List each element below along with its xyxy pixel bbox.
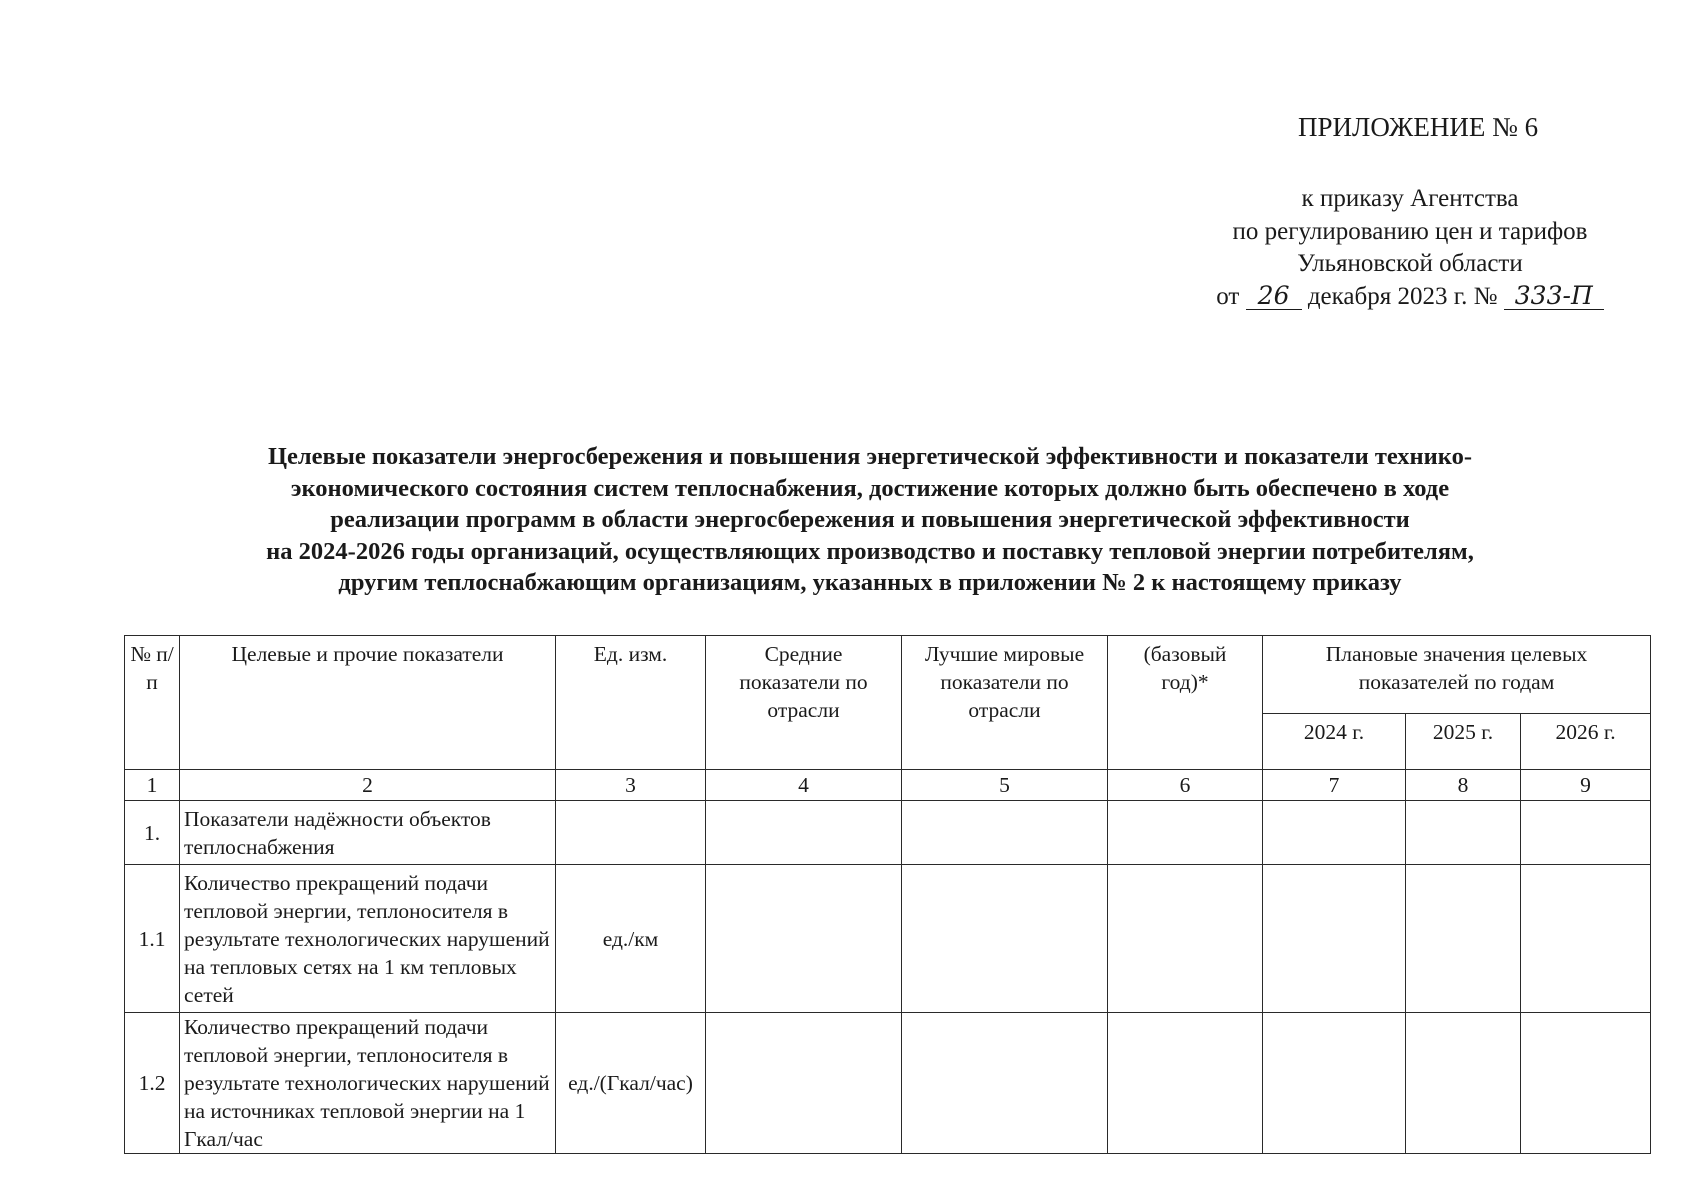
order-reference <box>1180 183 1640 313</box>
column-number: 9 <box>1521 770 1651 801</box>
row-cell <box>1406 1013 1521 1154</box>
row-unit: ед./км <box>556 865 706 1013</box>
row-cell <box>1521 1013 1651 1154</box>
row-cell <box>1521 801 1651 865</box>
order-line-3: Ульяновской области <box>1297 250 1523 277</box>
column-number: 1 <box>125 770 180 801</box>
row-cell <box>902 801 1108 865</box>
column-number: 8 <box>1406 770 1521 801</box>
row-cell <box>1521 865 1651 1013</box>
date-text: декабря 2023 г. № <box>1307 282 1498 310</box>
row-indicator: Показатели надёжности объектов теплоснабжения <box>180 801 556 865</box>
appendix-title: ПРИЛОЖЕНИЕ № 6 <box>1298 112 1539 142</box>
title-line-2: экономического состояния систем теплоснабжения, достижение которых должно быть обеспечено в ходе <box>290 474 1450 502</box>
column-number: 4 <box>706 770 902 801</box>
row-number: 1. <box>125 801 180 865</box>
header-row-1 <box>125 636 1651 714</box>
header-base-year: (базовый год)* <box>1108 636 1263 770</box>
header-year-2026: 2026 г. <box>1521 714 1651 770</box>
column-number: 3 <box>556 770 706 801</box>
order-line-1: к приказу Агентства <box>1301 185 1519 212</box>
column-number: 5 <box>902 770 1108 801</box>
row-cell <box>1406 865 1521 1013</box>
row-cell <box>706 865 902 1013</box>
row-unit: ед./(Гкал/час) <box>556 1013 706 1154</box>
row-cell <box>1263 1013 1406 1154</box>
header-num: № п/п <box>125 636 180 770</box>
row-indicator: Количество прекращений подачи тепловой энергии, теплоносителя в результате технологических нарушений на источниках тепловой энергии на 1 Гкал/час <box>180 1013 556 1154</box>
date-prefix: от <box>1216 282 1240 310</box>
row-cell <box>902 865 1108 1013</box>
header-industry-average: Средние показатели по отрасли <box>706 636 902 770</box>
title-line-4: на 2024-2026 годы организаций, осуществляющих производство и поставку тепловой энергии потребителям, <box>266 537 1474 565</box>
title-line-1: Целевые показатели энергосбережения и повышения энергетической эффективности и показатели технико- <box>267 443 1472 470</box>
header-unit: Ед. изм. <box>556 636 706 770</box>
table-row <box>125 801 1651 865</box>
row-cell <box>902 1013 1108 1154</box>
row-cell <box>1406 801 1521 865</box>
row-number: 1.1 <box>125 865 180 1013</box>
row-indicator: Количество прекращений подачи тепловой энергии, теплоносителя в результате технологических нарушений на тепловых сетях на 1 км тепловых сетей <box>180 865 556 1013</box>
document-title <box>70 441 1670 599</box>
row-cell <box>1108 865 1263 1013</box>
column-number: 6 <box>1108 770 1263 801</box>
row-unit <box>556 801 706 865</box>
row-cell <box>706 1013 902 1154</box>
column-number: 7 <box>1263 770 1406 801</box>
row-cell <box>1108 801 1263 865</box>
row-number: 1.2 <box>125 1013 180 1154</box>
row-cell <box>1263 865 1406 1013</box>
header-planned-values: Плановые значения целевых показателей по годам <box>1263 636 1651 714</box>
header-world-best: Лучшие мировые показатели по отрасли <box>902 636 1108 770</box>
handwritten-day: 26 <box>1246 283 1302 310</box>
column-numbers-row <box>125 770 1651 801</box>
order-line-2: по регулированию цен и тарифов <box>1232 217 1588 245</box>
header-indicator: Целевые и прочие показатели <box>180 636 556 770</box>
row-cell <box>1108 1013 1263 1154</box>
column-number: 2 <box>180 770 556 801</box>
title-line-3: реализации программ в области энергосбережения и повышения энергетической эффективности <box>330 506 1410 533</box>
table-row <box>125 865 1651 1013</box>
indicators-table <box>124 635 1651 1154</box>
header-year-2025: 2025 г. <box>1406 714 1521 770</box>
row-cell <box>706 801 902 865</box>
handwritten-order-number: 333-П <box>1504 283 1604 310</box>
title-line-5: другим теплоснабжающим организациям, указанных в приложении № 2 к настоящему приказу <box>338 569 1402 596</box>
table-row <box>125 1013 1651 1154</box>
header-year-2024: 2024 г. <box>1263 714 1406 770</box>
row-cell <box>1263 801 1406 865</box>
order-date-line <box>1180 281 1640 314</box>
